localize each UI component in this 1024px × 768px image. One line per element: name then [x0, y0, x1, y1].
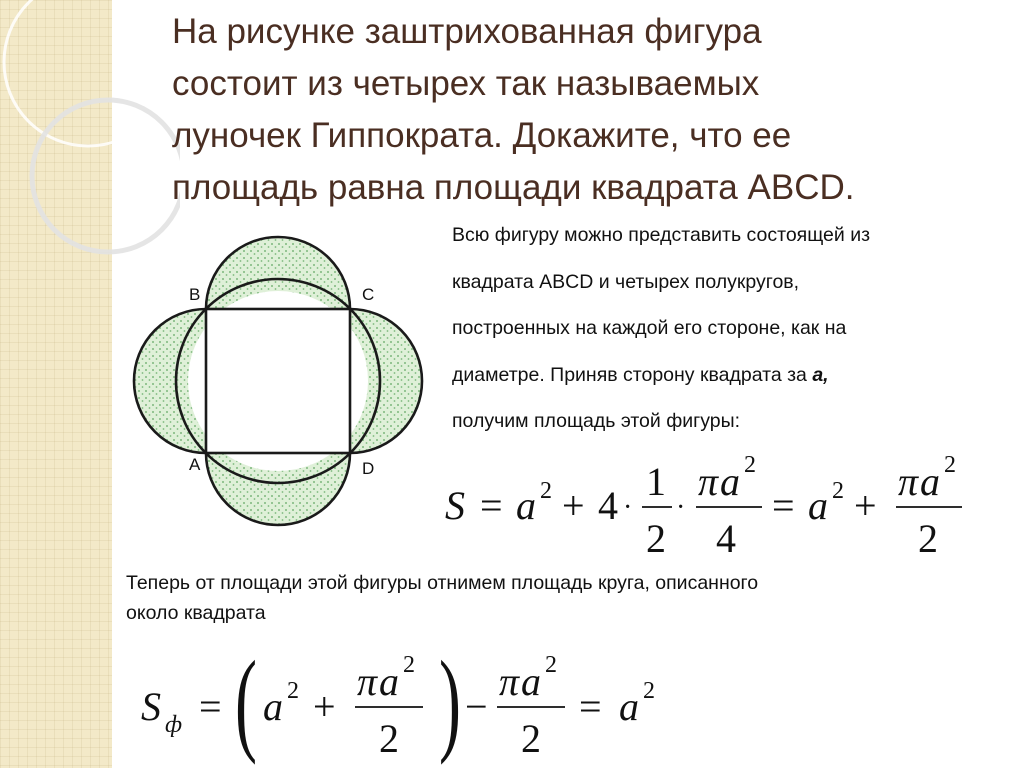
f1-dot-2: ·	[676, 492, 686, 523]
f1-num-a-2: a	[920, 459, 940, 504]
f1-den-2b: 2	[918, 516, 938, 560]
f2-num-exp: 2	[403, 652, 415, 678]
slide-title	[172, 6, 992, 214]
formula-area-figure	[440, 450, 980, 560]
f2-plus: +	[313, 684, 336, 729]
f1-a-2-exp: 2	[832, 478, 844, 504]
f2-den-2b: 2	[521, 716, 541, 761]
step2-text	[126, 568, 1006, 628]
f1-den-2: 2	[646, 516, 666, 560]
f2-lparen: (	[235, 640, 257, 765]
f1-a-2: a	[808, 483, 828, 528]
step2-line-1: Теперь от площади этой фигуры отнимем площадь круга, описанного	[126, 572, 759, 594]
f1-a: a	[516, 483, 536, 528]
vertex-label-a: A	[189, 455, 201, 474]
f1-S: S	[445, 483, 465, 528]
f2-S-sub: ф	[165, 712, 183, 738]
f1-num-exp: 2	[744, 452, 756, 478]
explanation-line-4	[452, 352, 1012, 399]
f1-four: 4	[598, 483, 618, 528]
f2-equals: =	[199, 684, 222, 729]
f2-num-pi: π	[357, 659, 378, 704]
f2-den-2: 2	[379, 716, 399, 761]
title-line-2: состоит из четырех так называемых	[172, 64, 760, 103]
explanation-line-5: получим площадь этой фигуры:	[452, 410, 741, 432]
explanation-line-2: квадрата ABCD и четырех полукругов,	[452, 270, 800, 293]
f1-equals: =	[480, 483, 503, 528]
f1-den-4: 4	[716, 516, 736, 560]
f1-num-exp-2: 2	[944, 452, 956, 478]
f2-a-exp: 2	[287, 678, 299, 704]
f2-S: S	[141, 684, 161, 729]
explanation-line-3: построенных на каждой его стороне, как на	[452, 317, 847, 339]
vertex-label-b: B	[189, 285, 201, 304]
f1-equals-2: =	[772, 483, 795, 528]
f2-num-a: a	[379, 659, 399, 704]
f1-plus-1: +	[562, 483, 585, 528]
f2-a-result: a	[619, 684, 639, 729]
title-line-3: луночек Гиппократа. Докажите, что ее	[172, 116, 792, 155]
f1-num-pi-2: π	[898, 459, 919, 504]
f2-a-result-exp: 2	[643, 678, 655, 704]
f1-a-exp: 2	[540, 478, 552, 504]
f2-rparen: )	[439, 640, 461, 765]
vertex-label-d: D	[362, 459, 375, 478]
decor-ring-1	[4, 0, 172, 146]
f2-equals-2: =	[579, 684, 602, 729]
formula-lunes-area	[135, 640, 695, 765]
f2-num-a-2: a	[521, 659, 541, 704]
f2-num-exp-2: 2	[545, 652, 557, 678]
f1-num-pi: π	[698, 459, 719, 504]
title-line-1: На рисунке заштрихованная фигура	[172, 12, 762, 51]
title-line-4: площадь равна площади квадрата ABCD.	[172, 168, 855, 207]
vertex-label-c: C	[362, 285, 375, 304]
f2-num-pi-2: π	[499, 659, 520, 704]
square-abcd	[206, 309, 350, 453]
explanation-line-4-text: диаметре. Приняв сторону квадрата за	[452, 363, 813, 386]
side-variable-a: а,	[812, 363, 829, 386]
f2-a: a	[263, 684, 283, 729]
f2-minus: −	[465, 684, 488, 729]
f1-num-1: 1	[646, 459, 666, 504]
f1-plus-2: +	[854, 483, 877, 528]
f1-dot-1: ·	[623, 492, 633, 523]
lunes-figure	[130, 228, 450, 538]
explanation-line-1: Всю фигуру можно представить состоящей из	[452, 224, 871, 246]
step2-line-2: около квадрата	[126, 602, 266, 624]
explanation-paragraph	[452, 212, 1012, 445]
f1-num-a: a	[720, 459, 740, 504]
